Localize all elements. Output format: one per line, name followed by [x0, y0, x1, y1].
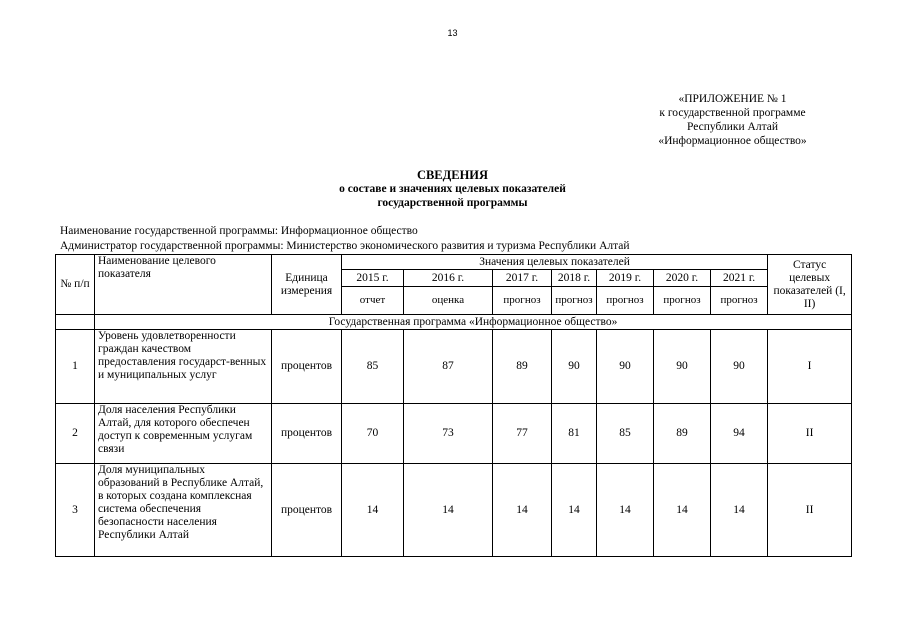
type-cell: прогноз: [597, 287, 654, 315]
row-unit: процентов: [272, 404, 342, 464]
row-value: 87: [404, 330, 493, 404]
row-value: 90: [654, 330, 711, 404]
row-num: 3: [56, 464, 95, 557]
type-cell: отчет: [342, 287, 404, 315]
type-cell: прогноз: [493, 287, 552, 315]
indicators-table: [55, 254, 852, 557]
heading-subtitle-2: государственной программы: [377, 197, 528, 209]
row-status: II: [768, 404, 852, 464]
table-row: [56, 464, 852, 557]
row-num: 2: [56, 404, 95, 464]
row-name: Уровень удовлетворенности граждан качеством предоставления государст-венных и муниципальных услуг: [95, 330, 272, 404]
year-cell: 2016 г.: [404, 270, 493, 287]
page-number: 13: [447, 28, 458, 38]
row-value: 85: [597, 404, 654, 464]
type-cell: прогноз: [552, 287, 597, 315]
header-row-1: [56, 255, 852, 270]
appendix-line-4: «Информационное общество»: [658, 135, 807, 147]
row-value: 14: [597, 464, 654, 557]
appendix-line-1: «ПРИЛОЖЕНИЕ № 1: [678, 93, 787, 105]
header-name: Наименование целевого показателя: [95, 255, 272, 315]
row-unit: процентов: [272, 330, 342, 404]
administrator-line: Администратор государственной программы: Министерство экономического развития и туризма Республики Алтай: [60, 240, 630, 252]
appendix-line-2: к государственной программе: [659, 107, 806, 119]
row-unit: процентов: [272, 464, 342, 557]
appendix-line-3: Республики Алтай: [686, 121, 779, 133]
year-cell: 2019 г.: [597, 270, 654, 287]
section-num-cell: [56, 315, 95, 330]
row-value: 14: [654, 464, 711, 557]
table-row: [56, 404, 852, 464]
header-values: Значения целевых показателей: [342, 255, 768, 270]
row-value: 90: [552, 330, 597, 404]
row-value: 77: [493, 404, 552, 464]
appendix-note: [630, 92, 835, 148]
year-cell: 2017 г.: [493, 270, 552, 287]
row-value: 81: [552, 404, 597, 464]
row-value: 14: [342, 464, 404, 557]
heading-title: СВЕДЕНИЯ: [416, 168, 489, 182]
row-value: 14: [711, 464, 768, 557]
row-value: 85: [342, 330, 404, 404]
section-title: Государственная программа «Информационное общество»: [95, 315, 852, 330]
row-value: 90: [597, 330, 654, 404]
row-status: I: [768, 330, 852, 404]
row-name: Доля муниципальных образований в Республике Алтай, в которых создана комплексная система обеспечения безопасности населения Республики Алтай: [95, 464, 272, 557]
year-cell: 2020 г.: [654, 270, 711, 287]
row-value: 90: [711, 330, 768, 404]
document-heading: [0, 168, 905, 210]
type-cell: оценка: [404, 287, 493, 315]
year-cell: 2021 г.: [711, 270, 768, 287]
row-value: 94: [711, 404, 768, 464]
row-value: 89: [654, 404, 711, 464]
row-name: Доля населения Республики Алтай, для которого обеспечен доступ к современным услугам связи: [95, 404, 272, 464]
row-status: II: [768, 464, 852, 557]
heading-subtitle-1: о составе и значениях целевых показателей: [339, 183, 566, 195]
program-name-line: Наименование государственной программы: Информационное общество: [60, 225, 418, 237]
table-row: [56, 330, 852, 404]
row-value: 14: [552, 464, 597, 557]
row-value: 73: [404, 404, 493, 464]
header-status: Статус целевых показателей (I, II): [768, 255, 852, 315]
row-value: 14: [493, 464, 552, 557]
header-unit: Единица измерения: [272, 255, 342, 315]
row-value: 89: [493, 330, 552, 404]
year-cell: 2015 г.: [342, 270, 404, 287]
header-num: № п/п: [56, 255, 95, 315]
row-value: 70: [342, 404, 404, 464]
year-cell: 2018 г.: [552, 270, 597, 287]
type-cell: прогноз: [654, 287, 711, 315]
row-num: 1: [56, 330, 95, 404]
type-cell: прогноз: [711, 287, 768, 315]
section-row: [56, 315, 852, 330]
row-value: 14: [404, 464, 493, 557]
